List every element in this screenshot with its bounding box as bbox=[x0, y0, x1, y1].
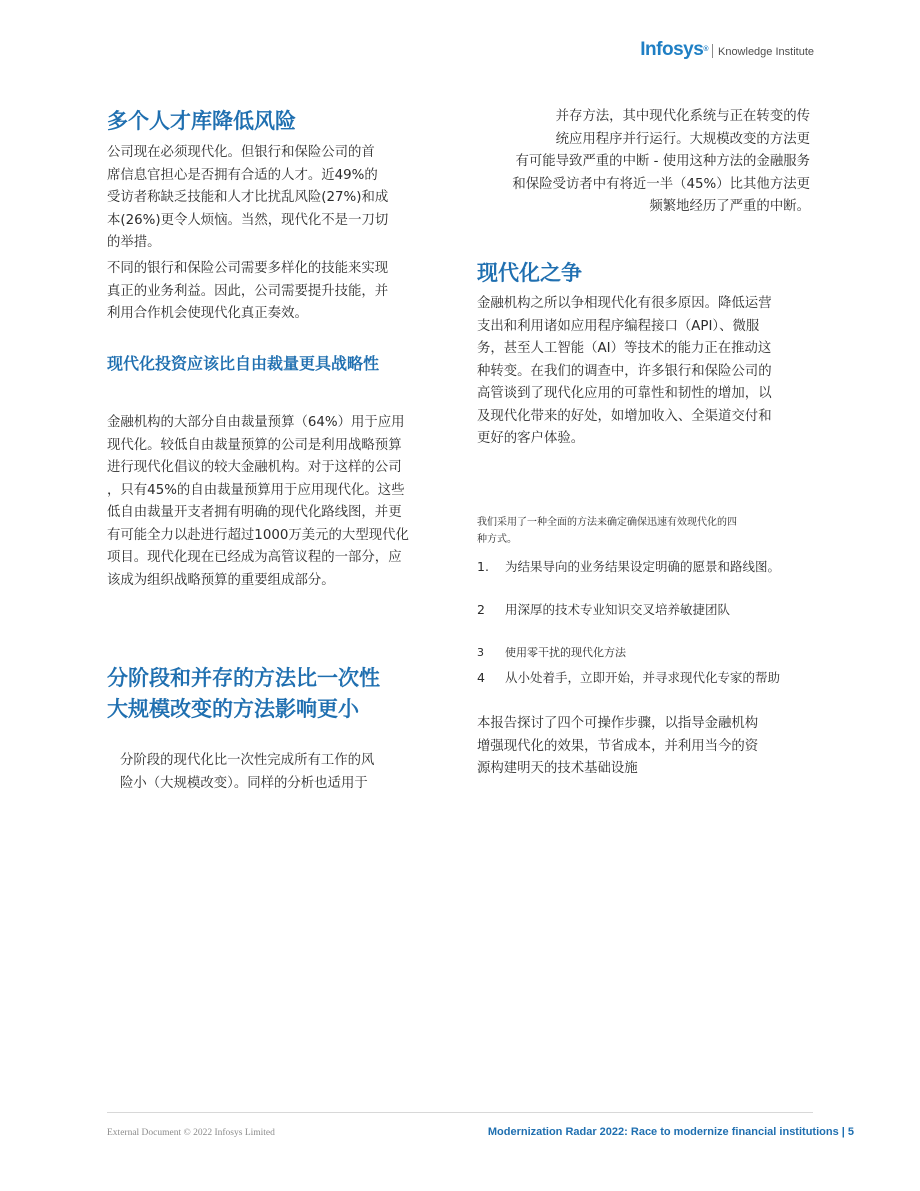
logo-brand: Infosys® bbox=[640, 39, 708, 60]
list-item: 2 用深厚的技术专业知识交叉培养敏捷团队 bbox=[477, 602, 731, 617]
paragraph-investment: 金融机构的大部分自由裁量预算（64%）用于应用 现代化。较低自由裁量预算的公司是利用战略预算 进行现代化倡议的较大金融机构。对于这样的公司 ，只有45%的自由裁量预算用于应用现代化。这些 低自由裁量开支者拥有明确的现代化路线图，并更 有可能全力以赴进行超过1000万美元的大型现代化 项目。现代化现在已经成为高管议程的一部分，应 该成为组织战略预算的重要组成部分。 bbox=[107, 415, 409, 588]
paragraph-closing: 本报告探讨了四个可操作步骤，以指导金融机构 增强现代化的效果，节省成本，并利用当今的资 源构建明天的技术基础设施 bbox=[477, 716, 759, 776]
footer-report-title: Modernization Radar 2022: Race to modernize financial institutions | 5 bbox=[487, 1126, 854, 1138]
approach-list bbox=[477, 558, 813, 698]
logo-subtitle: Knowledge Institute bbox=[717, 46, 814, 58]
paragraph-race: 金融机构之所以争相现代化有很多原因。降低运营 支出和利用诸如应用程序编程接口（API）、微服 务，甚至人工智能（AI）等技术的能力正在推动这 种转变。在我们的调查中，许多银行和保险公司的 高管谈到了现代化应用的可靠性和韧性的增加，以 及现代化带来的好处，如增加收入、全渠道交付和 更好的客户体验。 bbox=[477, 296, 772, 446]
heading-strategic-investment: 现代化投资应该比自由裁量更具战略性 bbox=[107, 354, 380, 373]
list-item: 4 从小处着手，立即开始，并寻求现代化专家的帮助 bbox=[477, 670, 781, 685]
heading-phased-approach: 分阶段和并存的方法比一次性 大规模改变的方法影响更小 bbox=[107, 666, 380, 721]
paragraph-phased: 分阶段的现代化比一次性完成所有工作的风 险小（大规模改变）。同样的分析也适用于 bbox=[120, 753, 375, 791]
logo-divider bbox=[712, 44, 713, 58]
approach-intro: 我们采用了一种全面的方法来确定确保迅速有效现代化的四 种方式。 bbox=[477, 517, 737, 545]
list-item: 1. 为结果导向的业务结果设定明确的愿景和路线图。 bbox=[477, 559, 781, 574]
list-item: 3 使用零干扰的现代化方法 bbox=[477, 646, 626, 659]
footer-copyright: External Document © 2022 Infosys Limited bbox=[107, 1128, 275, 1138]
heading-talent-pools: 多个人才库降低风险 bbox=[107, 109, 296, 133]
heading-race-to-modernize: 现代化之争 bbox=[477, 261, 582, 285]
paragraph-continuation: 并存方法，其中现代化系统与正在转变的传 统应用程序并行运行。大规模改变的方法更 有可能导致严重的中断 - 使用这种方法的金融服务 和保险受访者中有将近一半（45%）比其他方法更 频繁地经历了严重的中断。 bbox=[512, 109, 810, 214]
infosys-logo bbox=[640, 40, 814, 60]
paragraph-talent-2: 不同的银行和保险公司需要多样化的技能来实现 真正的业务利益。因此，公司需要提升技能，并 利用合作机会使现代化真正奏效。 bbox=[107, 261, 389, 321]
paragraph-talent-1: 公司现在必须现代化。但银行和保险公司的首 席信息官担心是否拥有合适的人才。近49%的 受访者称缺乏技能和人才比扰乱风险(27%)和成 本(26%)更令人烦恼。当然，现代化不是一刀切 的举措。 bbox=[107, 145, 389, 250]
footer-divider bbox=[107, 1112, 813, 1113]
